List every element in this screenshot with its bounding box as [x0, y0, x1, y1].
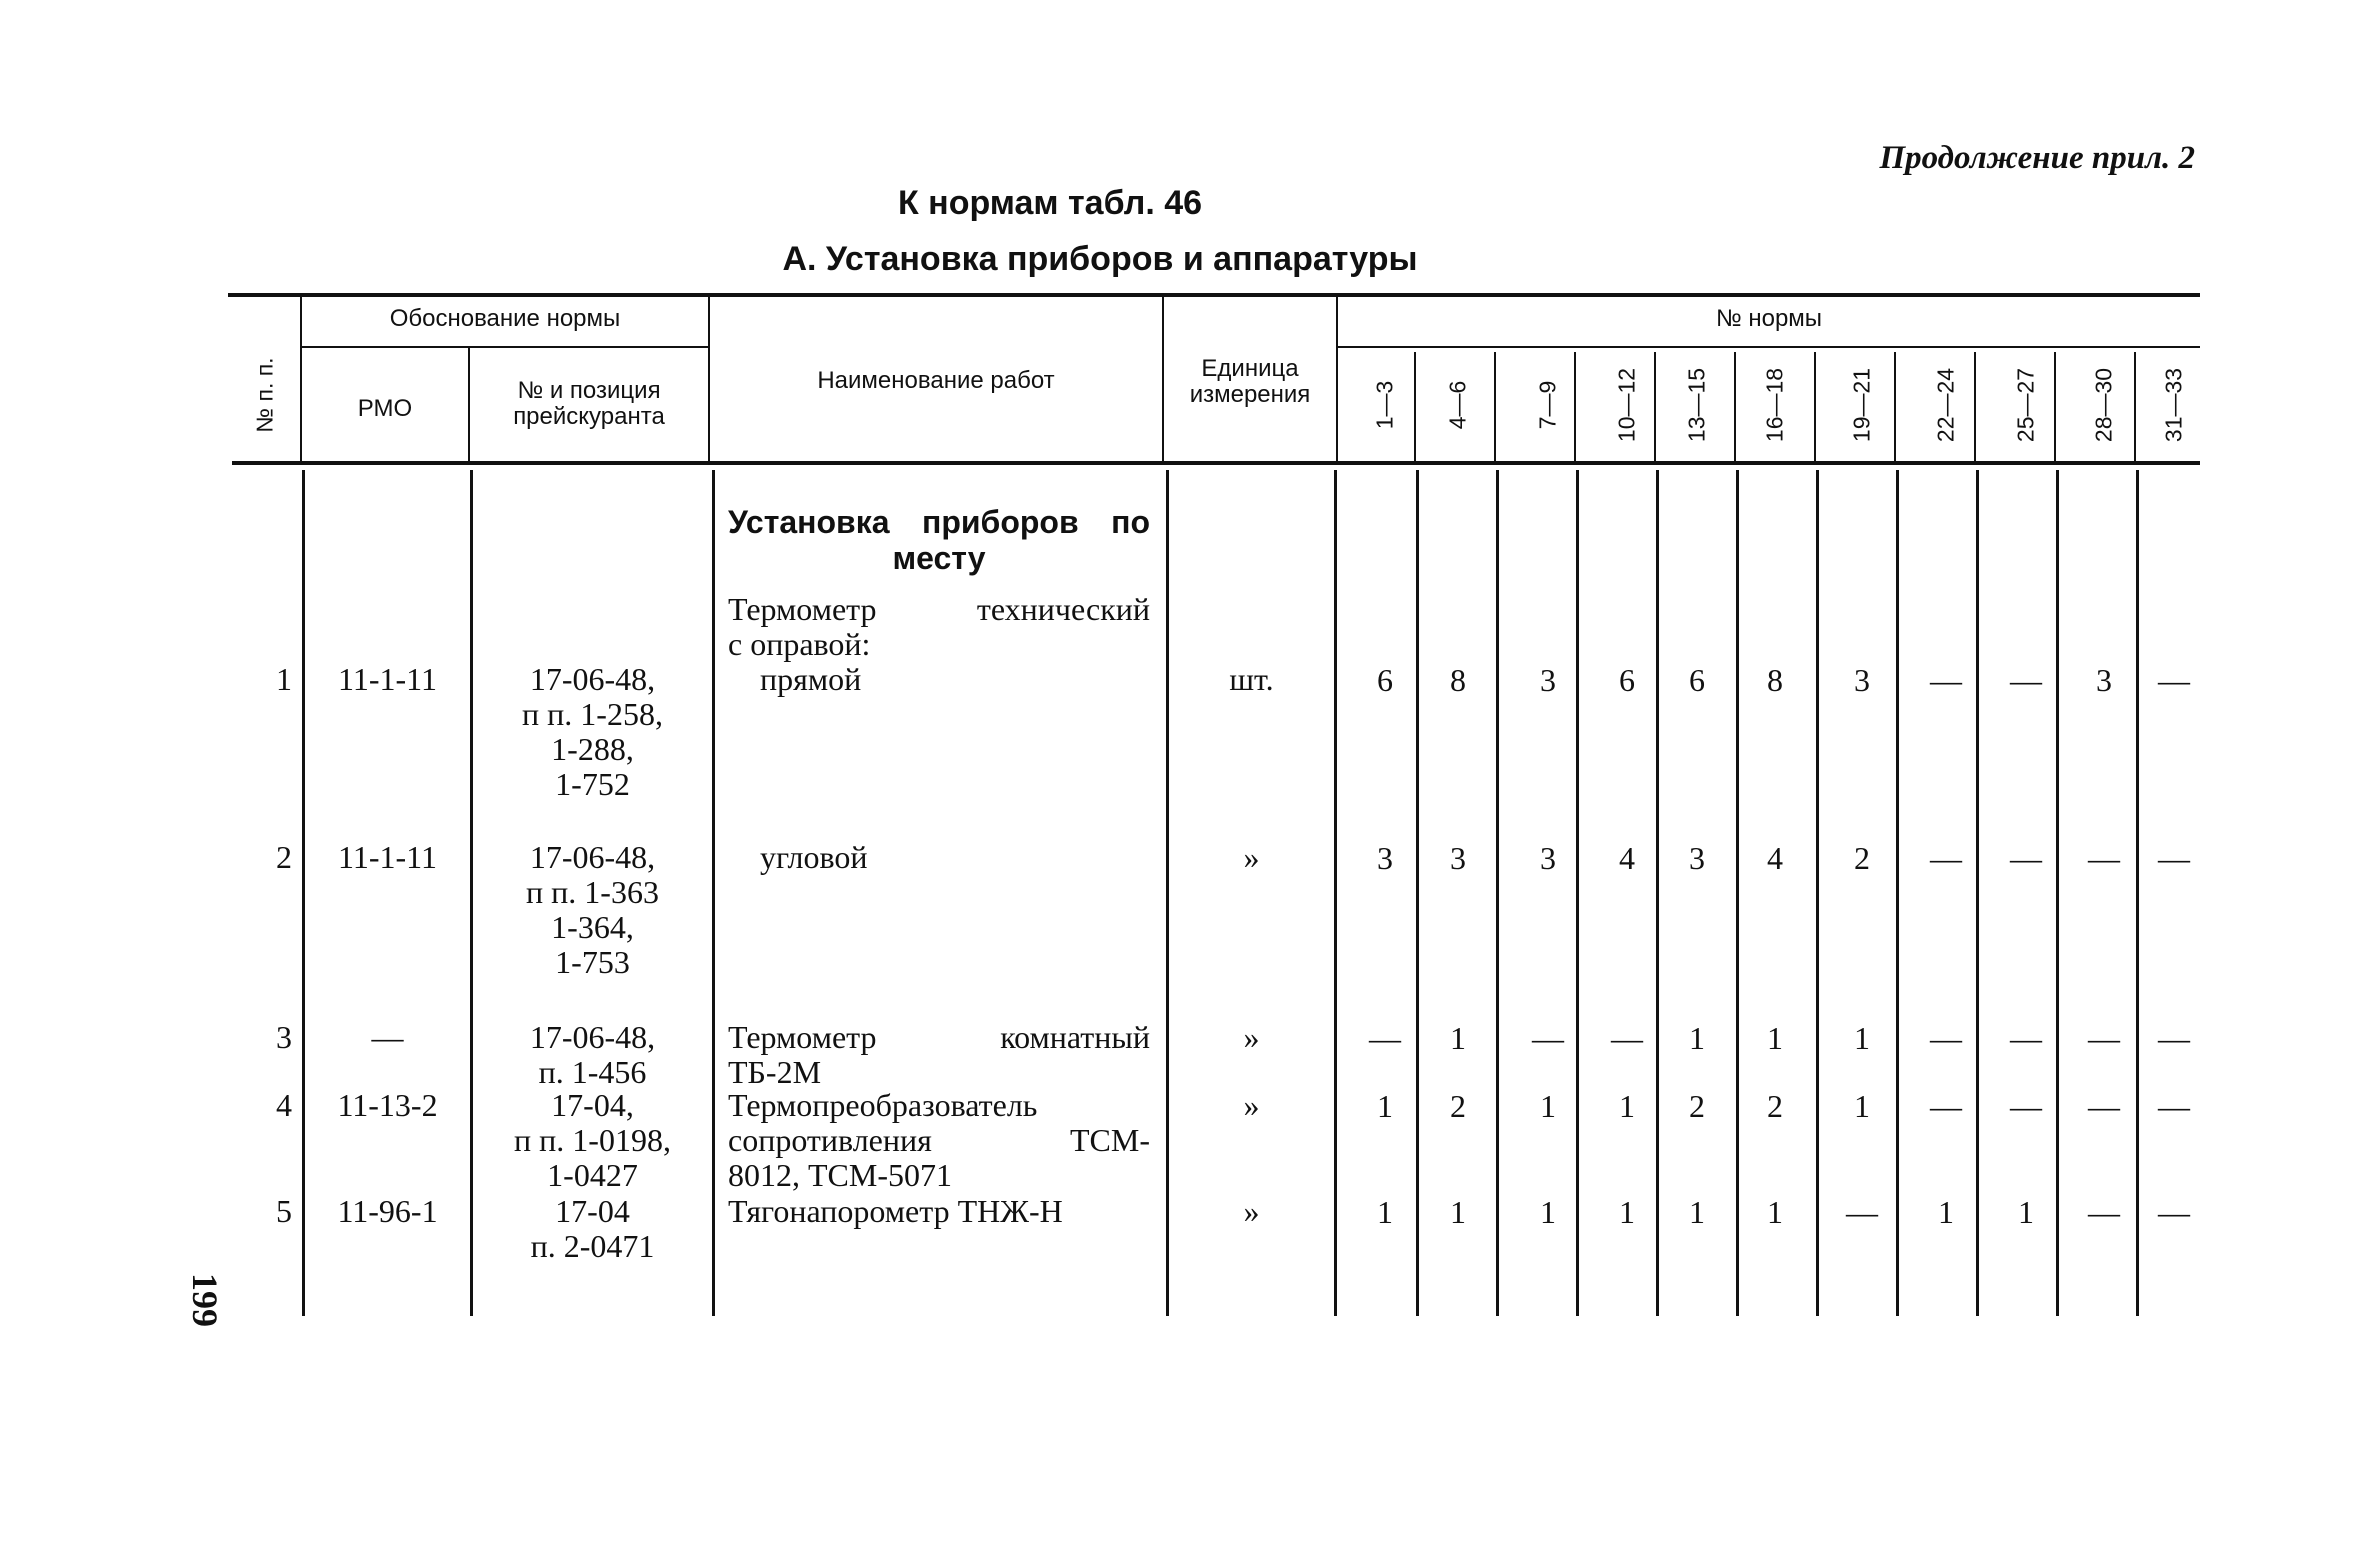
row-number: 5 — [276, 1193, 292, 1229]
row-price-line: 17-06-48, — [529, 1019, 656, 1055]
row-norm-value: — — [2158, 840, 2190, 876]
norm-header-vrule — [1814, 352, 1816, 461]
norm-col-header: 1—3 — [1371, 380, 1398, 430]
row-norm-value: 1 — [1540, 1194, 1556, 1230]
row-norm-value: 4 — [1767, 840, 1783, 876]
row-work-name: Термометр комнатный — [728, 1019, 1150, 1055]
row-norm-value: 3 — [1689, 840, 1705, 876]
row-norm-value: 1 — [1377, 1194, 1393, 1230]
table-title: К нормам табл. 46 — [897, 184, 1203, 222]
norm-body-vrule — [1656, 470, 1659, 1316]
norm-col-header: 22—24 — [1932, 367, 1959, 443]
row-norm-value: 1 — [1619, 1088, 1635, 1124]
norm-body-vrule — [1416, 470, 1419, 1316]
norm-body-vrule — [1976, 470, 1979, 1316]
row-norm-value: 2 — [1689, 1088, 1705, 1124]
row-norm-value: 3 — [1450, 840, 1466, 876]
row-norm-value: 4 — [1619, 840, 1635, 876]
norm-header-vrule — [1414, 352, 1416, 461]
row-price-line: 17-06-48, — [529, 661, 656, 697]
row-norm-value: 3 — [1540, 662, 1556, 698]
norm-col-header: 13—15 — [1683, 367, 1710, 443]
basis-group-rule — [300, 346, 708, 348]
row-rmo: 11-1-11 — [338, 839, 437, 875]
row-work-name: Тягонапорометр ТНЖ-Н — [728, 1193, 1063, 1229]
row-norm-value: 1 — [1619, 1194, 1635, 1230]
section-heading-line1: Установка приборов по — [728, 504, 1150, 540]
row-norm-value: — — [1930, 662, 1962, 698]
norm-body-vrule — [1816, 470, 1819, 1316]
col-header-unit-line2: измерения — [1189, 381, 1311, 408]
row-norm-value: — — [1930, 1020, 1962, 1056]
row-norm-value: 8 — [1767, 662, 1783, 698]
row-norm-value: — — [2010, 840, 2042, 876]
row-number: 4 — [276, 1087, 292, 1123]
row-norm-value: — — [2158, 1020, 2190, 1056]
row-price-line: 17-04 — [555, 1193, 630, 1229]
row-norm-value: 1 — [2018, 1194, 2034, 1230]
row-norm-value: 1 — [1767, 1194, 1783, 1230]
row-number: 3 — [276, 1019, 292, 1055]
row-norm-value: — — [1930, 1088, 1962, 1124]
col-header-price-line2: прейскуранта — [513, 403, 665, 430]
norm-col-header: 19—21 — [1848, 367, 1875, 443]
norm-body-vrule — [1736, 470, 1739, 1316]
row-unit: » — [1243, 1193, 1260, 1229]
row-norm-value: 1 — [1377, 1088, 1393, 1124]
norm-header-vrule — [1734, 352, 1736, 461]
body-vrule — [1166, 470, 1169, 1316]
row-norm-value: — — [1846, 1194, 1878, 1230]
norm-col-header: 4—6 — [1444, 380, 1471, 430]
row-norm-value: 2 — [1854, 840, 1870, 876]
row-norm-value: 1 — [1854, 1088, 1870, 1124]
row-work-name: ТБ-2М — [728, 1054, 822, 1090]
norm-header-vrule — [1654, 352, 1656, 461]
col-header-rmo: РМО — [357, 395, 413, 422]
row-work-name: прямой — [760, 661, 862, 697]
row-norm-value: — — [1369, 1020, 1401, 1056]
row-norm-value: — — [2158, 1194, 2190, 1230]
row-norm-value: — — [2010, 1088, 2042, 1124]
row-unit: » — [1243, 1019, 1260, 1055]
col-header-work-name: Наименование работ — [817, 367, 1055, 394]
col-header-num: № п. п. — [251, 357, 278, 433]
norm-col-header: 10—12 — [1613, 367, 1640, 443]
row-norm-value: — — [2158, 1088, 2190, 1124]
row-norm-value: 8 — [1450, 662, 1466, 698]
row-norm-value: — — [2010, 662, 2042, 698]
norm-header-vrule — [1574, 352, 1576, 461]
row-unit: » — [1243, 839, 1260, 875]
row-rmo: 11-13-2 — [337, 1087, 438, 1123]
row-norm-value: 1 — [1854, 1020, 1870, 1056]
norm-col-header: 28—30 — [2090, 367, 2117, 443]
row-rmo: 11-1-11 — [338, 661, 437, 697]
row-norm-value: 1 — [1450, 1020, 1466, 1056]
row-work-name: Термопреобразователь — [728, 1087, 1038, 1123]
row-norm-value: 2 — [1450, 1088, 1466, 1124]
row-norm-value: 3 — [1377, 840, 1393, 876]
row-norm-value: 3 — [1854, 662, 1870, 698]
row-norm-value: — — [2010, 1020, 2042, 1056]
col-header-norm-group: № нормы — [1715, 305, 1823, 332]
row-work-name: 8012, ТСМ-5071 — [728, 1157, 952, 1193]
row-price-line: п п. 1-363 — [526, 874, 659, 910]
row-norm-value: — — [2088, 1020, 2120, 1056]
norm-header-vrule — [1894, 352, 1896, 461]
row-norm-value: — — [2158, 662, 2190, 698]
row-price-line: 17-04, — [551, 1087, 634, 1123]
row-norm-value: 2 — [1767, 1088, 1783, 1124]
body-vrule — [712, 470, 715, 1316]
row-unit: » — [1243, 1087, 1260, 1123]
row-norm-value: 6 — [1377, 662, 1393, 698]
row-norm-value: — — [1611, 1020, 1643, 1056]
row-price-line: 1-0427 — [547, 1157, 638, 1193]
row-number: 1 — [276, 661, 292, 697]
row-price-line: п. 2-0471 — [530, 1228, 655, 1264]
page-number: 199 — [185, 1273, 225, 1327]
norm-body-vrule — [1496, 470, 1499, 1316]
row-norm-value: — — [1532, 1020, 1564, 1056]
norm-header-vrule — [1974, 352, 1976, 461]
row-price-line: 1-753 — [555, 944, 630, 980]
group-intro-line2: с оправой: — [728, 626, 871, 662]
norm-header-vrule — [2054, 352, 2056, 461]
table-subtitle: А. Установка приборов и аппаратуры — [782, 240, 1418, 278]
norm-col-header: 31—33 — [2160, 367, 2187, 443]
row-price-line: 17-06-48, — [529, 839, 656, 875]
row-norm-value: — — [2088, 840, 2120, 876]
col-header-basis: Обоснование нормы — [389, 305, 621, 332]
row-rmo: — — [371, 1019, 404, 1055]
row-price-line: 1-364, — [551, 909, 634, 945]
row-rmo: 11-96-1 — [337, 1193, 438, 1229]
section-heading — [728, 504, 1150, 540]
row-norm-value: — — [1930, 840, 1962, 876]
norm-col-header: 25—27 — [2012, 367, 2039, 443]
section-heading-line2: месту — [892, 540, 986, 576]
row-norm-value: 1 — [1540, 1088, 1556, 1124]
table-top-rule — [228, 293, 2200, 297]
row-norm-value: — — [2088, 1088, 2120, 1124]
row-norm-value: 1 — [1689, 1194, 1705, 1230]
norm-header-vrule — [1494, 352, 1496, 461]
body-vrule — [302, 470, 305, 1316]
col-header-price — [470, 378, 708, 430]
group-intro-line1: Термометр технический — [728, 591, 1150, 627]
continuation-note: Продолжение прил. 2 — [1879, 140, 2195, 176]
header-bottom-rule — [232, 461, 2200, 465]
row-unit: шт. — [1229, 661, 1274, 697]
norm-header-vrule — [2134, 352, 2136, 461]
norm-body-vrule — [2136, 470, 2139, 1316]
row-price-line: п п. 1-258, — [522, 696, 663, 732]
norm-body-vrule — [1576, 470, 1579, 1316]
norm-col-header: 16—18 — [1761, 367, 1788, 443]
col-header-unit-line1: Единица — [1201, 355, 1299, 382]
row-price-line: 1-288, — [551, 731, 634, 767]
row-norm-value: — — [2088, 1194, 2120, 1230]
body-vrule — [1334, 470, 1337, 1316]
row-norm-value: 6 — [1689, 662, 1705, 698]
row-norm-value: 3 — [1540, 840, 1556, 876]
row-price-line: п п. 1-0198, — [514, 1122, 671, 1158]
norm-group-rule — [1336, 346, 2200, 348]
row-work-name: угловой — [760, 839, 868, 875]
row-number: 2 — [276, 839, 292, 875]
norm-body-vrule — [2056, 470, 2059, 1316]
row-norm-value: 3 — [2096, 662, 2112, 698]
row-norm-value: 1 — [1938, 1194, 1954, 1230]
row-norm-value: 6 — [1619, 662, 1635, 698]
row-price-line: 1-752 — [555, 766, 630, 802]
row-norm-value: 1 — [1689, 1020, 1705, 1056]
row-norm-value: 1 — [1767, 1020, 1783, 1056]
row-work-name: сопротивления ТСМ- — [728, 1122, 1150, 1158]
row-norm-value: 1 — [1450, 1194, 1466, 1230]
norm-col-header: 7—9 — [1534, 380, 1561, 430]
col-header-price-line1: № и позиция — [517, 377, 661, 404]
norm-body-vrule — [1896, 470, 1899, 1316]
row-price-line: п. 1-456 — [538, 1054, 647, 1090]
col-header-unit — [1164, 356, 1336, 408]
